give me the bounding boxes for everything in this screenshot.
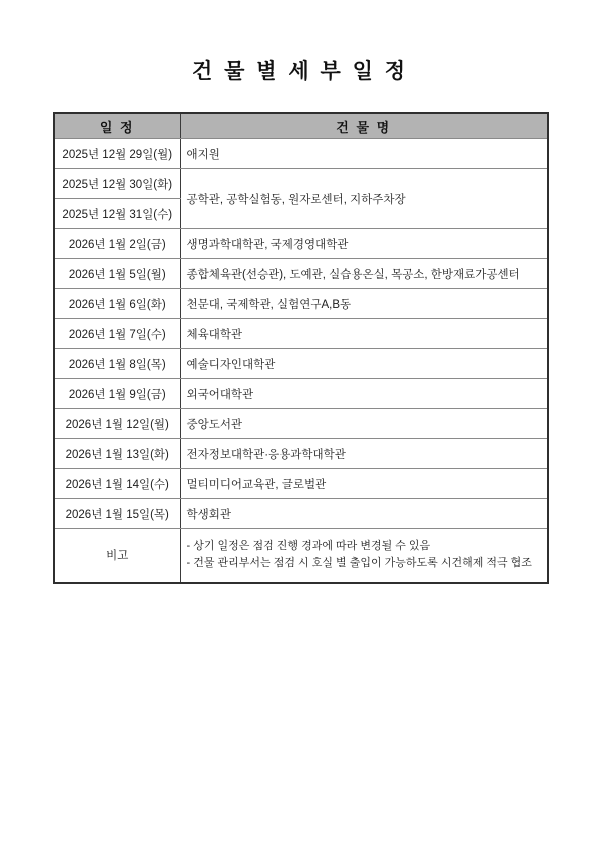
table-row [54, 469, 548, 499]
table-row [54, 499, 548, 529]
note-row [54, 529, 548, 583]
schedule-table [53, 112, 549, 584]
building-cell: 천문대, 국제학관, 실험연구A,B동 [180, 289, 548, 319]
note-line: - 건물 관리부서는 점검 시 호실 별 출입이 가능하도록 시건해제 적극 협조 [186, 557, 532, 570]
page-title: 건 물 별 세 부 일 정 [191, 60, 408, 83]
date-cell: 2026년 1월 2일(금) [54, 229, 180, 259]
date-cell: 2026년 1월 7일(수) [54, 319, 180, 349]
table-row [54, 259, 548, 289]
note-content [180, 529, 548, 583]
table-row [54, 229, 548, 259]
date-cell: 2026년 1월 6일(화) [54, 289, 180, 319]
building-cell: 학생회관 [180, 499, 548, 529]
table-row [54, 289, 548, 319]
table-row [54, 439, 548, 469]
building-cell: 종합체육관(선승관), 도예관, 실습용온실, 목공소, 한방재료가공센터 [180, 259, 548, 289]
table-row [54, 349, 548, 379]
building-cell: 예술디자인대학관 [180, 349, 548, 379]
date-cell: 2026년 1월 12일(월) [54, 409, 180, 439]
date-cell: 2025년 12월 29일(월) [54, 139, 180, 169]
date-cell: 2025년 12월 31일(수) [54, 199, 180, 229]
table-header-row [54, 113, 548, 139]
building-cell: 체육대학관 [180, 319, 548, 349]
date-cell: 2026년 1월 8일(목) [54, 349, 180, 379]
note-line: - 상기 일정은 점검 진행 경과에 따라 변경될 수 있음 [186, 539, 431, 552]
table-row [54, 169, 548, 199]
building-cell: 중앙도서관 [180, 409, 548, 439]
table-row [54, 409, 548, 439]
table-row [54, 319, 548, 349]
column-header-date: 일 정 [54, 113, 180, 139]
building-cell-merged: 공학관, 공학실험동, 원자로센터, 지하주차장 [180, 169, 548, 229]
note-label: 비고 [54, 529, 180, 583]
building-cell: 외국어대학관 [180, 379, 548, 409]
table-row [54, 139, 548, 169]
date-cell: 2026년 1월 9일(금) [54, 379, 180, 409]
date-cell: 2026년 1월 5일(월) [54, 259, 180, 289]
table-row [54, 379, 548, 409]
building-cell: 생명과학대학관, 국제경영대학관 [180, 229, 548, 259]
building-cell: 애지원 [180, 139, 548, 169]
date-cell: 2026년 1월 15일(목) [54, 499, 180, 529]
building-cell: 멀티미디어교육관, 글로벌관 [180, 469, 548, 499]
building-cell: 전자정보대학관·응용과학대학관 [180, 439, 548, 469]
date-cell: 2026년 1월 14일(수) [54, 469, 180, 499]
date-cell: 2026년 1월 13일(화) [54, 439, 180, 469]
date-cell: 2025년 12월 30일(화) [54, 169, 180, 199]
column-header-building: 건 물 명 [180, 113, 548, 139]
